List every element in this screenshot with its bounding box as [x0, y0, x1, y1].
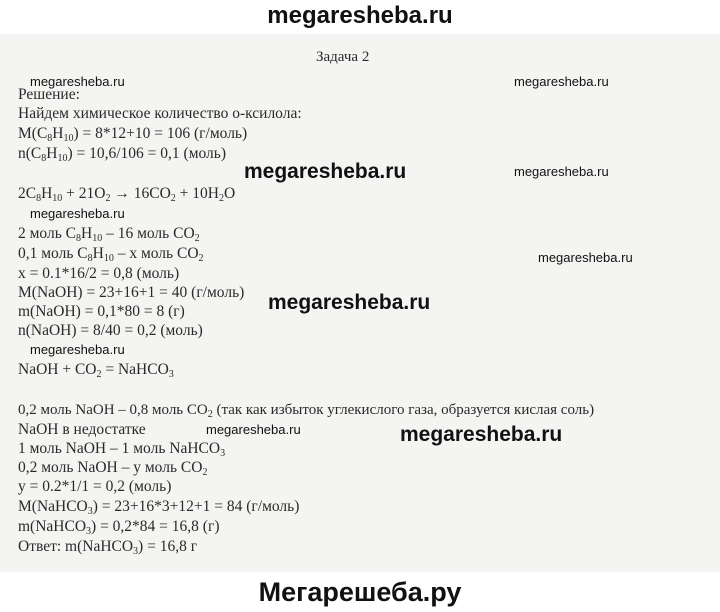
watermark-small: megaresheba.ru	[30, 74, 125, 89]
watermark-large: megaresheba.ru	[268, 291, 431, 314]
text-line: Найдем химическое количество о-ксилола:	[18, 105, 302, 122]
scanned-solution	[0, 34, 720, 572]
watermark-large: megaresheba.ru	[244, 160, 407, 183]
text-line: NaOH в недостатке	[18, 421, 146, 438]
watermark-small: megaresheba.ru	[538, 250, 633, 265]
proportion-line: 0,2 моль NaOH – y моль $CO_2$	[18, 459, 208, 478]
task-title: Задача 2	[316, 49, 370, 65]
formula-line: m(NaHCO$_3$) = 0,2*84 = 16,8 (г)	[18, 518, 220, 537]
watermark-large: megaresheba.ru	[400, 423, 563, 446]
watermark-small: megaresheba.ru	[30, 342, 125, 357]
site-header: megaresheba.ru	[267, 2, 453, 29]
formula-line: $n(C_8H_{10}) = 10,6/106 = 0,1$ (моль)	[18, 145, 227, 164]
proportion-line: 2 моль $C_8H_{10} - 16$ моль $CO_2$	[18, 225, 200, 244]
proportion-line: 1 моль NaOH – 1 моль NaHCO$_3$	[18, 440, 226, 459]
formula-line: $M(C_8H_{10}) = 8*12+10 = 106$ (г/моль)	[18, 125, 248, 144]
proportion-line: 0,1 моль $C_8H_{10}$ – x моль $CO_2$	[18, 245, 204, 264]
text-line: x = 0.1*16/2 = 0,8 (моль)	[18, 265, 180, 282]
text-line: M(NaOH) = 23+16+1 = 40 (г/моль)	[18, 284, 245, 301]
text-line: 0,2 моль NaOH – 0,8 моль $CO_2$ (так как избыток углекислого газа, образуется кислая соль)	[18, 402, 595, 420]
watermark-small: megaresheba.ru	[514, 164, 609, 179]
answer-line: Ответ: m(NaHCO$_3$) = 16,8 г	[18, 538, 198, 557]
reaction-equation: NaOH + $CO_2$ = NaHCO$_3$	[18, 361, 174, 380]
watermark-small: megaresheba.ru	[514, 74, 609, 89]
text-line: n(NaOH) = 8/40 = 0,2 (моль)	[18, 322, 203, 339]
watermark-small: megaresheba.ru	[206, 422, 301, 437]
reaction-equation: $2C_8H_{10} + 21O_2 \to 16CO_2 + 10H_2O$	[18, 185, 236, 204]
text-line: y = 0.2*1/1 = 0,2 (моль)	[18, 478, 172, 495]
formula-line: M(NaHCO$_3$) = 23+16*3+12+1 = 84 (г/моль)	[18, 498, 300, 517]
solution-label: Решение:	[18, 86, 80, 103]
site-footer: Мегарешеба.ру	[258, 577, 462, 607]
watermark-small: megaresheba.ru	[30, 206, 125, 221]
text-line: m(NaOH) = 0,1*80 = 8 (г)	[18, 303, 185, 320]
